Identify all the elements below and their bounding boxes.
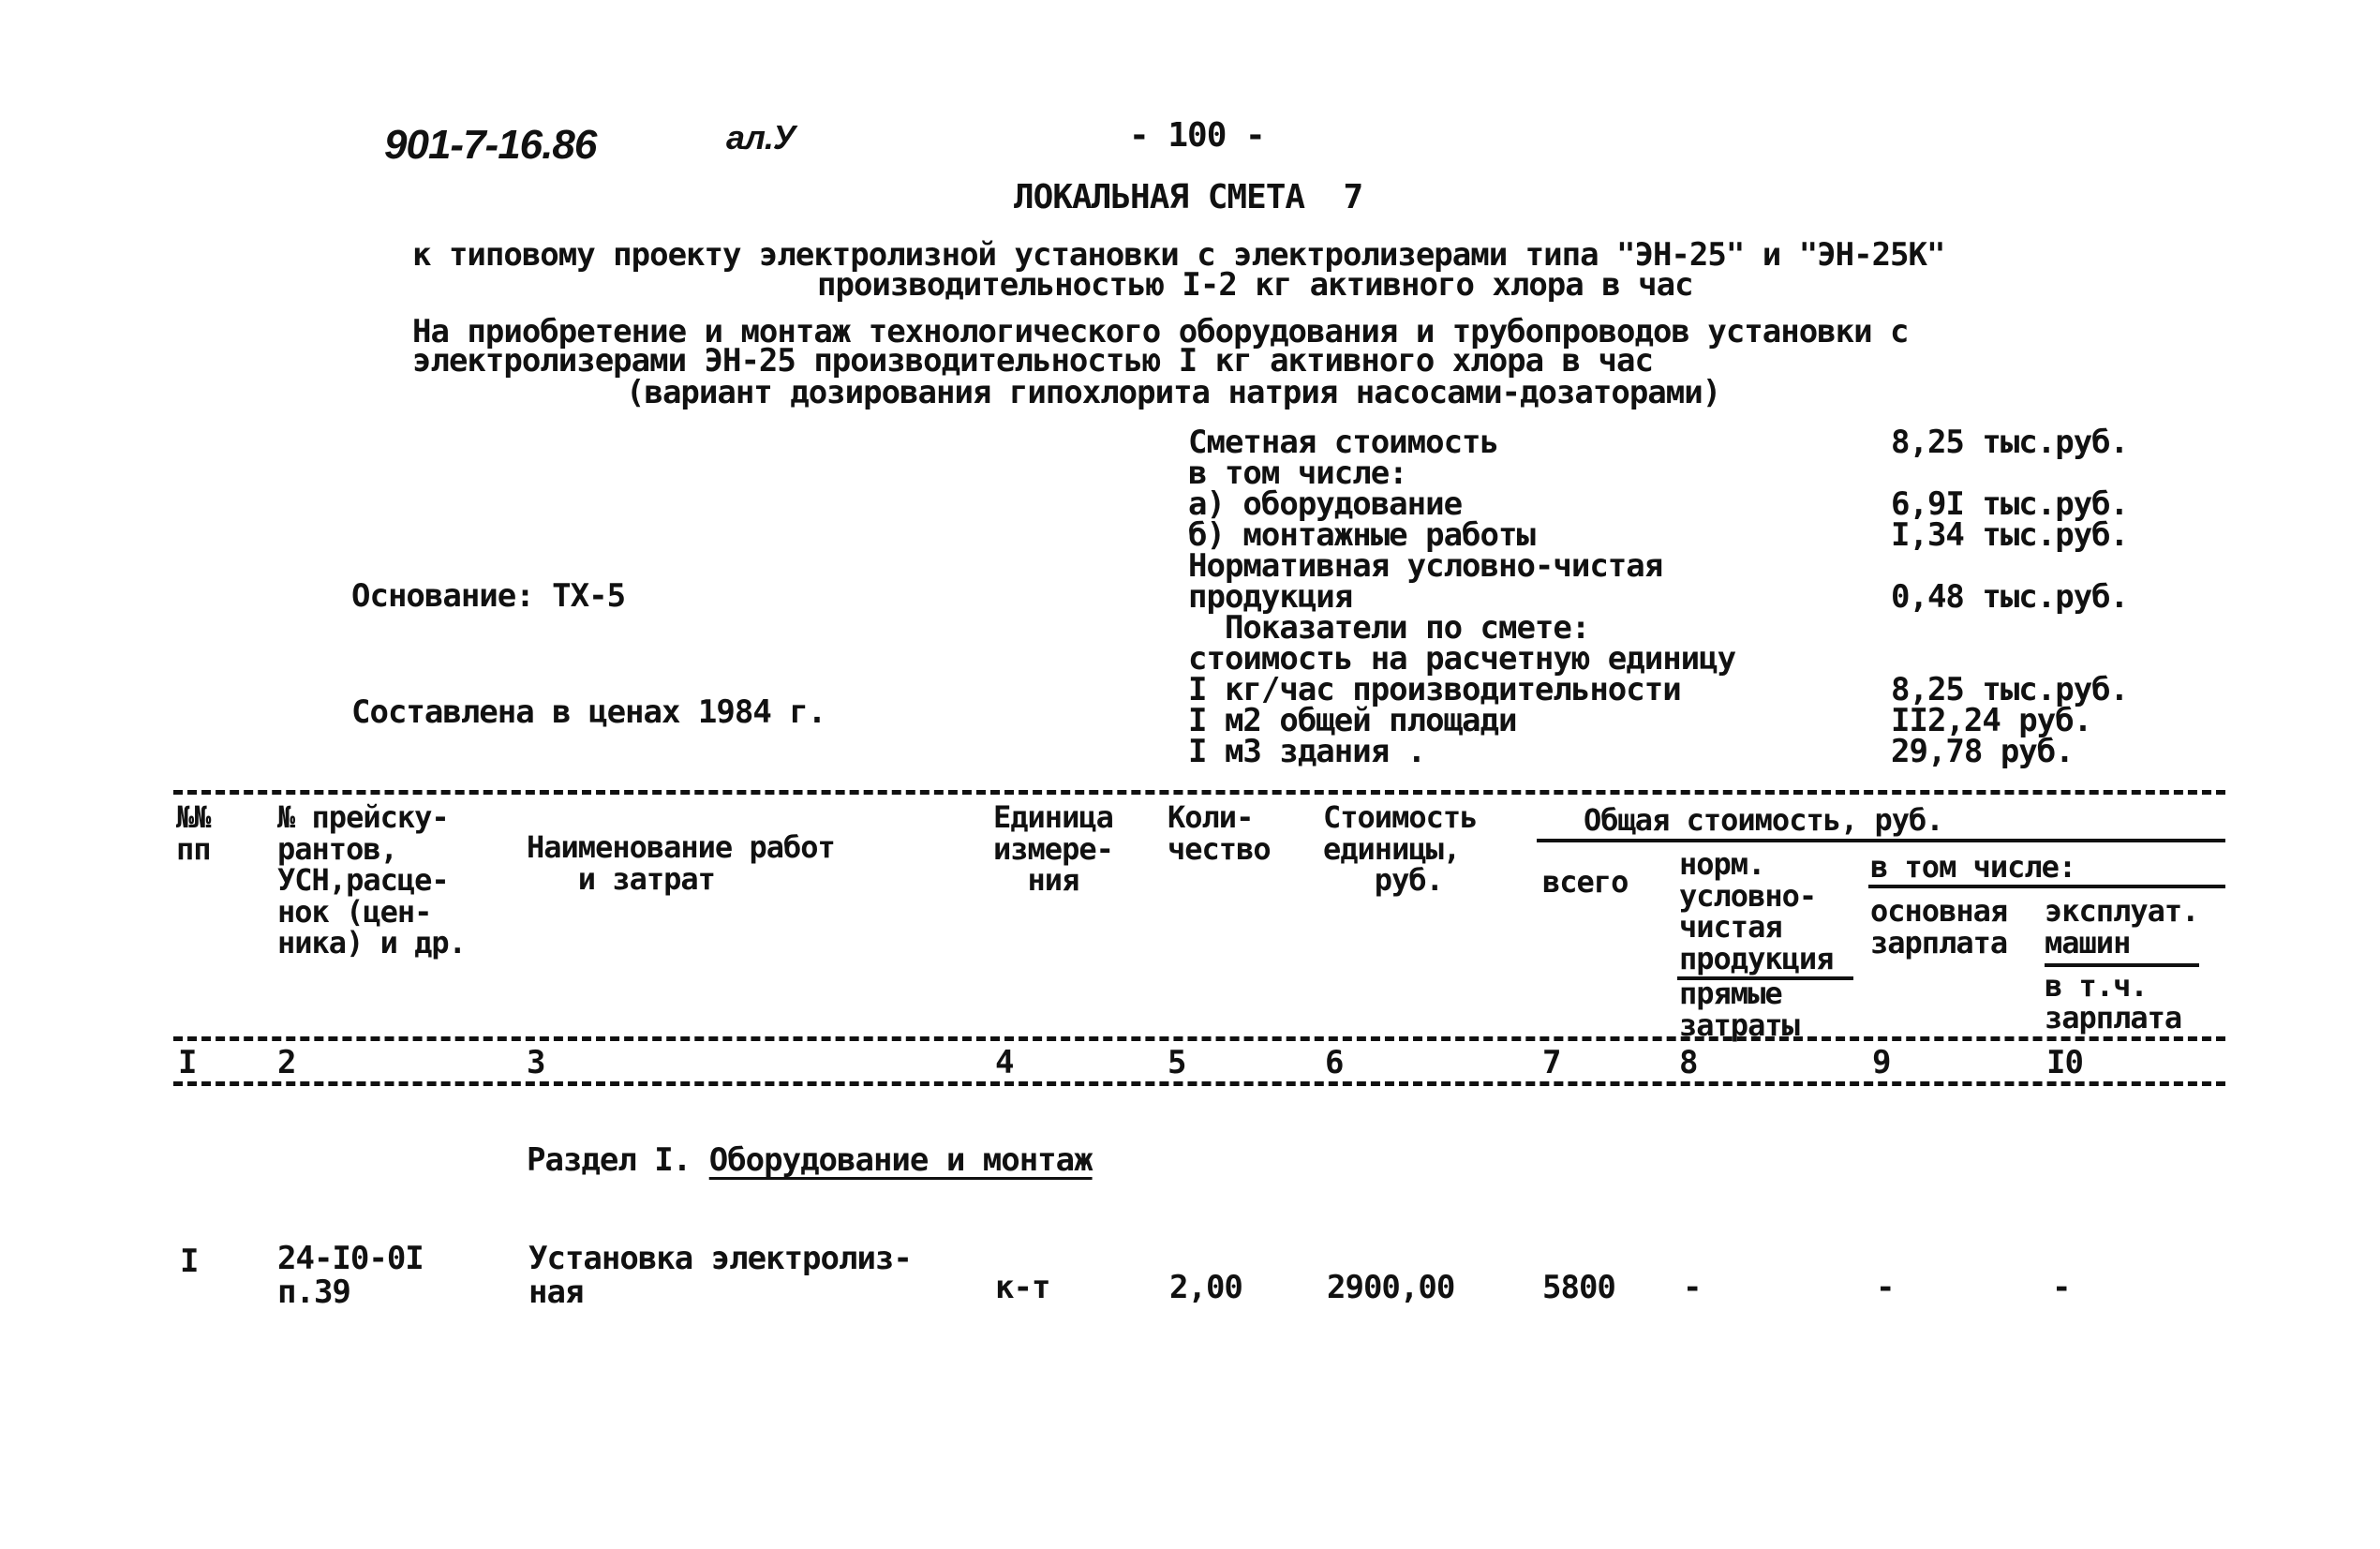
row-base-salary: - — [1876, 1269, 1895, 1306]
row-number: I — [180, 1243, 199, 1280]
row-unit: к-т — [995, 1269, 1050, 1306]
summary-label: в том числе: — [1188, 454, 1407, 492]
summary-row — [1188, 733, 2163, 770]
header-col-machine-salary: в т.ч. зарплата — [2045, 968, 2182, 1035]
summary-label: I кг/час производительности — [1188, 671, 1681, 708]
summary-row — [1188, 640, 2163, 678]
header-col-direct-costs: прямые затраты — [1679, 976, 1799, 1043]
header-col-quantity: Коли- чество — [1168, 799, 1271, 867]
row-norm-product: - — [1683, 1269, 1702, 1306]
basis-prices: Составлена в ценах 1984 г. — [351, 693, 826, 731]
summary-value: 29,78 руб. — [1891, 733, 2074, 770]
table-top-dashed-rule — [173, 790, 2225, 795]
header-general-cost: Общая стоимость, руб. — [1584, 802, 1943, 838]
header-col-name: Наименование работ и затрат — [527, 829, 835, 897]
summary-label: Показатели по смете: — [1188, 609, 1590, 647]
album-number: ал.У — [726, 118, 796, 156]
header-col-norm-product: норм. условно- чистая продукция — [1679, 846, 1834, 976]
machine-operation-rule — [2045, 963, 2199, 967]
purpose-line-2: электролизерами ЭН-25 производительностью I кг активного хлора в час — [412, 342, 1653, 380]
section-title-prefix: Раздел I. — [527, 1141, 692, 1179]
column-number: 3 — [527, 1044, 545, 1081]
summary-value: 8,25 тыс.руб. — [1891, 424, 2129, 461]
summary-row — [1188, 424, 2163, 461]
summary-label: а) оборудование — [1188, 485, 1463, 523]
summary-row — [1188, 578, 2163, 616]
summary-row — [1188, 485, 2163, 523]
row-quantity: 2,00 — [1169, 1269, 1242, 1306]
general-cost-rule — [1537, 839, 2225, 842]
summary-label: I м2 общей площади — [1188, 702, 1517, 739]
document-title: ЛОКАЛЬНАЯ СМЕТА 7 — [1014, 178, 1363, 216]
column-numbers-dashed-rule — [173, 1081, 2225, 1086]
header-col-total: всего — [1542, 864, 1629, 900]
purpose-line-1: На приобретение и монтаж технологического оборудования и трубопроводов установки с — [412, 313, 1909, 350]
header-col-unit: Единица измере- ния — [993, 799, 1113, 899]
column-number: 8 — [1679, 1044, 1698, 1081]
document-code: 901-7-16.86 — [384, 122, 597, 168]
summary-block — [1188, 424, 2163, 770]
summary-value: II2,24 руб. — [1891, 702, 2092, 739]
section-title-text: Оборудование и монтаж — [708, 1141, 1093, 1179]
summary-row — [1188, 609, 2163, 647]
row-unit-cost: 2900,00 — [1327, 1269, 1455, 1306]
row-machine-operation: - — [2052, 1269, 2071, 1306]
header-including: в том числе: — [1870, 849, 2076, 885]
summary-row — [1188, 454, 2163, 492]
purpose-line-3: (вариант дозирования гипохлорита натрия насосами-дозаторами) — [626, 374, 1721, 411]
column-number: 2 — [277, 1044, 296, 1081]
column-number: I0 — [2046, 1044, 2083, 1081]
header-col-unit-cost: Стоимость единицы, руб. — [1323, 799, 1478, 899]
column-number: 6 — [1325, 1044, 1344, 1081]
header-col-pricelist: № прейску- рантов, УСН,расце- нок (цен- ника) и др. — [277, 799, 466, 961]
summary-value: I,34 тыс.руб. — [1891, 516, 2129, 554]
header-col-machine-operation: эксплуат. машин — [2045, 893, 2199, 961]
including-rule — [1868, 885, 2225, 888]
summary-label: б) монтажные работы — [1188, 516, 1535, 554]
summary-value: 0,48 тыс.руб. — [1891, 578, 2129, 616]
summary-label: Сметная стоимость — [1188, 424, 1498, 461]
basis-osnovanie: Основание: ТХ-5 — [351, 577, 626, 615]
summary-row — [1188, 702, 2163, 739]
column-number: 4 — [995, 1044, 1014, 1081]
summary-label: I м3 здания . — [1188, 733, 1426, 770]
column-number: 5 — [1168, 1044, 1186, 1081]
row-work-name: Установка электролиз- ная — [528, 1240, 912, 1311]
header-col-number: №№ пп — [176, 799, 211, 867]
header-bottom-dashed-rule — [173, 1036, 2225, 1041]
section-title — [527, 1141, 1093, 1179]
page-number: - 100 - — [1129, 116, 1265, 155]
subtitle-line-2: производительностью I-2 кг активного хлора в час — [817, 266, 1693, 304]
summary-row — [1188, 547, 2163, 585]
row-total-cost: 5800 — [1542, 1269, 1615, 1306]
summary-row — [1188, 516, 2163, 554]
column-number: I — [178, 1044, 197, 1081]
header-col-base-salary: основная зарплата — [1870, 893, 2008, 961]
summary-label: Нормативная условно-чистая — [1188, 547, 1663, 585]
column-number: 7 — [1542, 1044, 1561, 1081]
summary-label: продукция — [1188, 578, 1353, 616]
summary-value: 6,9I тыс.руб. — [1891, 485, 2129, 523]
summary-value: 8,25 тыс.руб. — [1891, 671, 2129, 708]
column-number: 9 — [1872, 1044, 1891, 1081]
summary-row — [1188, 671, 2163, 708]
row-pricelist-code: 24-I0-0I п.39 — [277, 1240, 424, 1311]
summary-label: стоимость на расчетную единицу — [1188, 640, 1736, 678]
subtitle-line-1: к типовому проекту электролизной установки с электролизерами типа "ЭН-25" и "ЭН-25К" — [412, 236, 1945, 274]
